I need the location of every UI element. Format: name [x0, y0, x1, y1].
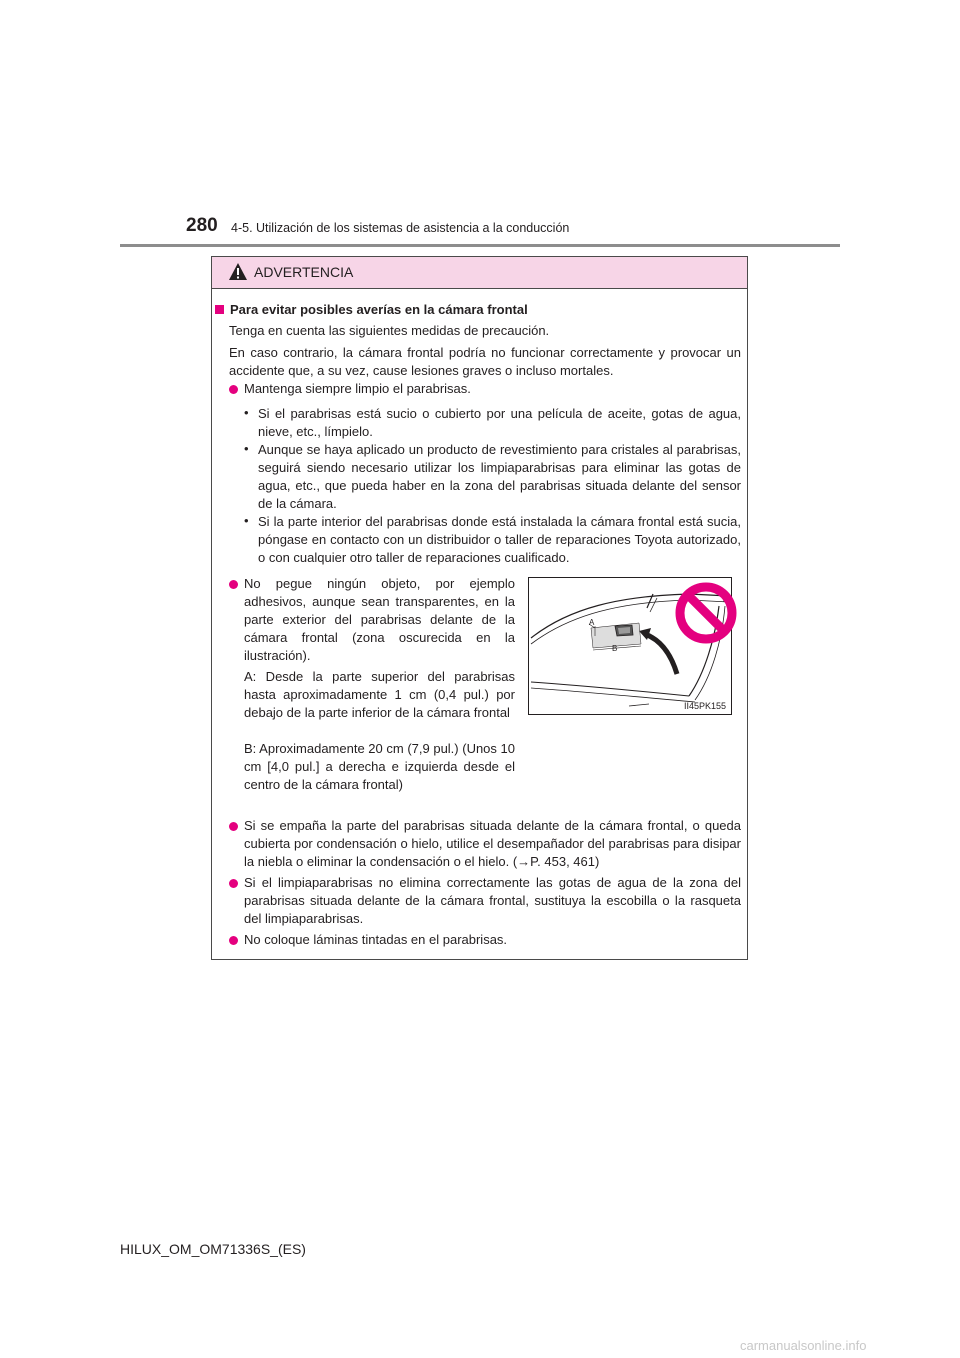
- figure-label-b: B: [612, 644, 618, 653]
- warning-intro: Tenga en cuenta las siguientes medidas de precaución.: [229, 323, 550, 338]
- sub-item-dirty: Si el parabrisas está sucio o cubierto por una película de aceite, gotas de agua, nieve, etc., límpielo.: [258, 406, 741, 439]
- sub-bullet: •: [244, 513, 249, 528]
- sub-item-interior: Si la parte interior del parabrisas donde está instalada la cámara frontal está sucia, póngase en contacto con un distribuidor o taller de reparaciones Toyota autorizado, o con cualquier otro taller de reparaciones cualificado.: [258, 514, 741, 565]
- item-defog: Si se empaña la parte del parabrisas situada delante de la cámara frontal, o queda cubierta por condensación o hielo, utilice el desempañador del parabrisas para disipar la niebla o eliminar la condensación o el hielo. (→P. 453, 461): [244, 818, 741, 869]
- warning-consequence: En caso contrario, la cámara frontal podría no funcionar correctamente y provocar un accidente que, a su vez, cause lesiones graves o incluso mortales.: [229, 345, 741, 378]
- footer-watermark: carmanualsonline.info: [740, 1338, 867, 1353]
- figure-label-a: A: [589, 618, 595, 627]
- item-keep-clean: Mantenga siempre limpio el parabrisas.: [244, 381, 471, 396]
- item-tint: No coloque láminas tintadas en el parabrisas.: [244, 932, 508, 947]
- bullet-dot-icon: [229, 580, 238, 589]
- bullet-dot-icon: [229, 879, 238, 888]
- note-b: B: Aproximadamente 20 cm (7,9 pul.) (Unos 10 cm [4,0 pul.] a derecha e izquierda desde el centro de la cámara frontal): [244, 741, 515, 792]
- bullet-dot-icon: [229, 936, 238, 945]
- footer-doc-code: HILUX_OM_OM71336S_(ES): [120, 1241, 306, 1257]
- warning-heading: [215, 301, 740, 319]
- bullet-dot-icon: [229, 385, 238, 394]
- figure-code: II45PK155: [683, 701, 726, 711]
- bullet-dot-icon: [229, 822, 238, 831]
- item-no-stickers: No pegue ningún objeto, por ejemplo adhesivos, aunque sean transparentes, en la parte exterior del parabrisas delante de la cámara frontal (zona oscurecida en la ilustración).: [244, 576, 515, 663]
- warning-header: [212, 257, 747, 289]
- sub-bullet: •: [244, 405, 249, 420]
- page-number: 280: [186, 215, 218, 236]
- sub-item-coating: Aunque se haya aplicado un producto de revestimiento para cristales al parabrisas, seguirá siendo necesario utilizar los limpiaparabrisas para eliminar las gotas de agua, etc., que pueda haber en la zona del parabrisas situada delante del sensor de la cámara.: [258, 442, 741, 511]
- warning-triangle-icon: [228, 262, 248, 281]
- warning-label: ADVERTENCIA: [254, 264, 354, 280]
- note-a: A: Desde la parte superior del parabrisas hasta aproximadamente 1 cm (0,4 pul.) por debajo de la parte inferior de la cámara frontal: [244, 669, 515, 720]
- windshield-figure: [528, 577, 732, 715]
- section-title: 4-5. Utilización de los sistemas de asistencia a la conducción: [231, 221, 570, 235]
- item-wiper: Si el limpiaparabrisas no elimina correctamente las gotas de agua de la zona del parabrisas situada delante de la cámara frontal, sustituya la escobilla o la rasqueta del limpiaparabrisas.: [244, 875, 741, 926]
- header-rule: [120, 244, 840, 247]
- sub-bullet: •: [244, 441, 249, 456]
- square-bullet-icon: [215, 305, 224, 314]
- warning-heading-text: Para evitar posibles averías en la cámara frontal: [230, 302, 528, 317]
- prohibition-icon: [675, 582, 737, 644]
